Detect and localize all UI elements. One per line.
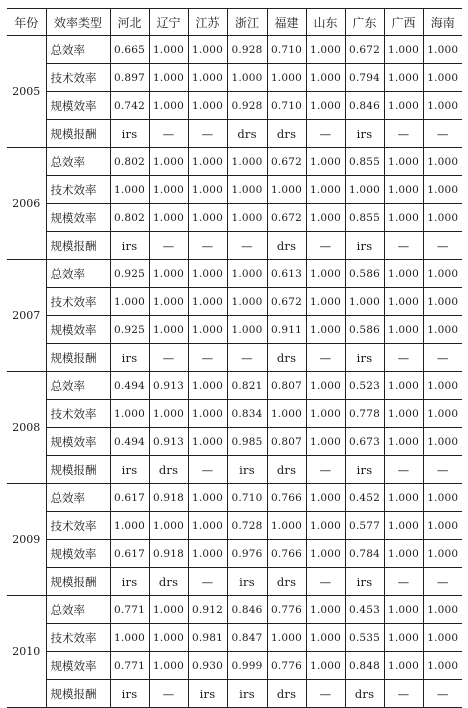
value-cell: 1.000 bbox=[110, 624, 149, 652]
value-cell: 1.000 bbox=[423, 148, 462, 176]
value-cell: 1.000 bbox=[267, 64, 306, 92]
value-cell: — bbox=[423, 344, 462, 372]
value-cell: — bbox=[423, 456, 462, 484]
value-cell: drs bbox=[267, 120, 306, 148]
table-row bbox=[7, 316, 462, 344]
value-cell: 0.535 bbox=[345, 624, 384, 652]
value-cell: 0.802 bbox=[110, 148, 149, 176]
value-cell: 1.000 bbox=[188, 316, 227, 344]
value-cell: 0.452 bbox=[345, 484, 384, 512]
efficiency-type-cell: 规模效率 bbox=[46, 316, 110, 344]
value-cell: 0.742 bbox=[110, 92, 149, 120]
value-cell: 0.672 bbox=[267, 148, 306, 176]
efficiency-type-cell: 技术效率 bbox=[46, 400, 110, 428]
efficiency-type-cell: 技术效率 bbox=[46, 624, 110, 652]
value-cell: 1.000 bbox=[306, 624, 345, 652]
value-cell: 1.000 bbox=[110, 400, 149, 428]
value-cell: drs bbox=[267, 456, 306, 484]
table-row bbox=[7, 232, 462, 260]
table-row bbox=[7, 120, 462, 148]
value-cell: 0.672 bbox=[345, 36, 384, 64]
table-row bbox=[7, 372, 462, 400]
value-cell: 1.000 bbox=[188, 64, 227, 92]
value-cell: 0.928 bbox=[227, 36, 267, 64]
value-cell: — bbox=[188, 120, 227, 148]
value-cell: irs bbox=[345, 232, 384, 260]
table-row bbox=[7, 680, 462, 708]
value-cell: — bbox=[306, 344, 345, 372]
table-row bbox=[7, 36, 462, 64]
value-cell: 0.912 bbox=[188, 596, 227, 624]
table-container bbox=[7, 8, 462, 708]
value-cell: drs bbox=[149, 568, 188, 596]
value-cell: 0.802 bbox=[110, 204, 149, 232]
value-cell: 1.000 bbox=[227, 288, 267, 316]
efficiency-type-cell: 总效率 bbox=[46, 36, 110, 64]
value-cell: 0.925 bbox=[110, 316, 149, 344]
value-cell: 1.000 bbox=[384, 176, 423, 204]
efficiency-type-cell: 总效率 bbox=[46, 148, 110, 176]
year-column-header: 年份 bbox=[7, 9, 46, 36]
value-cell: 0.586 bbox=[345, 316, 384, 344]
value-cell: 0.776 bbox=[267, 652, 306, 680]
value-cell: irs bbox=[227, 456, 267, 484]
value-cell: — bbox=[423, 680, 462, 708]
value-cell: 1.000 bbox=[188, 288, 227, 316]
table-row bbox=[7, 260, 462, 288]
region-column-header: 海南 bbox=[423, 9, 462, 36]
value-cell: 1.000 bbox=[384, 64, 423, 92]
region-column-header: 浙江 bbox=[227, 9, 267, 36]
value-cell: 0.577 bbox=[345, 512, 384, 540]
table-row bbox=[7, 568, 462, 596]
value-cell: 0.855 bbox=[345, 204, 384, 232]
value-cell: 0.665 bbox=[110, 36, 149, 64]
value-cell: irs bbox=[110, 232, 149, 260]
value-cell: 1.000 bbox=[227, 64, 267, 92]
value-cell: drs bbox=[227, 120, 267, 148]
value-cell: 0.976 bbox=[227, 540, 267, 568]
value-cell: — bbox=[227, 232, 267, 260]
value-cell: 0.586 bbox=[345, 260, 384, 288]
value-cell: 1.000 bbox=[423, 176, 462, 204]
value-cell: 1.000 bbox=[188, 540, 227, 568]
value-cell: — bbox=[384, 232, 423, 260]
value-cell: 1.000 bbox=[306, 428, 345, 456]
value-cell: 0.673 bbox=[345, 428, 384, 456]
value-cell: 1.000 bbox=[188, 400, 227, 428]
value-cell: 0.930 bbox=[188, 652, 227, 680]
value-cell: — bbox=[384, 456, 423, 484]
year-cell: 2006 bbox=[7, 148, 46, 260]
efficiency-type-cell: 总效率 bbox=[46, 484, 110, 512]
value-cell: 0.672 bbox=[267, 288, 306, 316]
value-cell: 1.000 bbox=[149, 64, 188, 92]
value-cell: 0.613 bbox=[267, 260, 306, 288]
efficiency-type-cell: 规模报酬 bbox=[46, 680, 110, 708]
value-cell: irs bbox=[110, 680, 149, 708]
table-row bbox=[7, 204, 462, 232]
value-cell: 0.834 bbox=[227, 400, 267, 428]
value-cell: 0.981 bbox=[188, 624, 227, 652]
value-cell: drs bbox=[267, 568, 306, 596]
value-cell: 1.000 bbox=[149, 652, 188, 680]
value-cell: 0.617 bbox=[110, 540, 149, 568]
value-cell: 1.000 bbox=[306, 596, 345, 624]
value-cell: 1.000 bbox=[306, 260, 345, 288]
value-cell: 1.000 bbox=[149, 316, 188, 344]
value-cell: 0.985 bbox=[227, 428, 267, 456]
value-cell: 1.000 bbox=[306, 92, 345, 120]
value-cell: — bbox=[423, 568, 462, 596]
value-cell: drs bbox=[149, 456, 188, 484]
value-cell: 1.000 bbox=[423, 540, 462, 568]
value-cell: 1.000 bbox=[227, 148, 267, 176]
value-cell: 0.672 bbox=[267, 204, 306, 232]
efficiency-type-cell: 规模效率 bbox=[46, 204, 110, 232]
value-cell: drs bbox=[345, 680, 384, 708]
value-cell: 1.000 bbox=[188, 176, 227, 204]
value-cell: 1.000 bbox=[423, 512, 462, 540]
value-cell: 1.000 bbox=[384, 316, 423, 344]
value-cell: 0.494 bbox=[110, 372, 149, 400]
value-cell: irs bbox=[227, 568, 267, 596]
value-cell: 1.000 bbox=[267, 512, 306, 540]
efficiency-type-cell: 总效率 bbox=[46, 260, 110, 288]
region-column-header: 河北 bbox=[110, 9, 149, 36]
value-cell: 1.000 bbox=[423, 428, 462, 456]
table-row bbox=[7, 288, 462, 316]
value-cell: 1.000 bbox=[149, 204, 188, 232]
value-cell: irs bbox=[110, 344, 149, 372]
efficiency-type-cell: 技术效率 bbox=[46, 288, 110, 316]
value-cell: 1.000 bbox=[149, 624, 188, 652]
value-cell: 1.000 bbox=[149, 176, 188, 204]
value-cell: 0.999 bbox=[227, 652, 267, 680]
value-cell: 0.913 bbox=[149, 428, 188, 456]
value-cell: 1.000 bbox=[267, 176, 306, 204]
value-cell: 1.000 bbox=[306, 316, 345, 344]
value-cell: 1.000 bbox=[384, 92, 423, 120]
table-row bbox=[7, 596, 462, 624]
value-cell: 0.925 bbox=[110, 260, 149, 288]
region-column-header: 江苏 bbox=[188, 9, 227, 36]
value-cell: 1.000 bbox=[384, 36, 423, 64]
value-cell: 0.821 bbox=[227, 372, 267, 400]
value-cell: 1.000 bbox=[384, 288, 423, 316]
value-cell: — bbox=[384, 680, 423, 708]
value-cell: irs bbox=[110, 568, 149, 596]
table-row bbox=[7, 428, 462, 456]
value-cell: 0.771 bbox=[110, 652, 149, 680]
value-cell: 1.000 bbox=[149, 596, 188, 624]
value-cell: — bbox=[227, 344, 267, 372]
value-cell: 1.000 bbox=[227, 316, 267, 344]
value-cell: 1.000 bbox=[423, 288, 462, 316]
type-column-header: 效率类型 bbox=[46, 9, 110, 36]
year-cell: 2009 bbox=[7, 484, 46, 596]
value-cell: 1.000 bbox=[227, 260, 267, 288]
value-cell: 1.000 bbox=[267, 624, 306, 652]
efficiency-type-cell: 规模效率 bbox=[46, 652, 110, 680]
value-cell: — bbox=[188, 456, 227, 484]
value-cell: 1.000 bbox=[306, 36, 345, 64]
region-column-header: 山东 bbox=[306, 9, 345, 36]
value-cell: 0.617 bbox=[110, 484, 149, 512]
value-cell: — bbox=[188, 344, 227, 372]
region-column-header: 福建 bbox=[267, 9, 306, 36]
value-cell: 1.000 bbox=[227, 204, 267, 232]
efficiency-type-cell: 技术效率 bbox=[46, 512, 110, 540]
value-cell: irs bbox=[110, 120, 149, 148]
value-cell: — bbox=[384, 120, 423, 148]
value-cell: — bbox=[384, 568, 423, 596]
value-cell: irs bbox=[345, 120, 384, 148]
value-cell: — bbox=[384, 344, 423, 372]
value-cell: — bbox=[306, 568, 345, 596]
value-cell: 1.000 bbox=[188, 204, 227, 232]
table-row bbox=[7, 344, 462, 372]
value-cell: 0.523 bbox=[345, 372, 384, 400]
value-cell: 1.000 bbox=[306, 540, 345, 568]
value-cell: 1.000 bbox=[423, 64, 462, 92]
efficiency-type-cell: 规模效率 bbox=[46, 540, 110, 568]
value-cell: 0.848 bbox=[345, 652, 384, 680]
value-cell: 1.000 bbox=[384, 148, 423, 176]
table-row bbox=[7, 148, 462, 176]
value-cell: 0.918 bbox=[149, 484, 188, 512]
value-cell: 1.000 bbox=[306, 64, 345, 92]
value-cell: — bbox=[306, 232, 345, 260]
value-cell: 0.911 bbox=[267, 316, 306, 344]
value-cell: 0.918 bbox=[149, 540, 188, 568]
value-cell: — bbox=[149, 680, 188, 708]
value-cell: 0.710 bbox=[227, 484, 267, 512]
value-cell: 1.000 bbox=[384, 400, 423, 428]
year-cell: 2008 bbox=[7, 372, 46, 484]
value-cell: 0.846 bbox=[345, 92, 384, 120]
value-cell: 1.000 bbox=[345, 176, 384, 204]
value-cell: 1.000 bbox=[306, 484, 345, 512]
value-cell: 0.728 bbox=[227, 512, 267, 540]
efficiency-type-cell: 总效率 bbox=[46, 596, 110, 624]
efficiency-type-cell: 规模报酬 bbox=[46, 456, 110, 484]
value-cell: — bbox=[306, 456, 345, 484]
value-cell: 0.897 bbox=[110, 64, 149, 92]
value-cell: 0.913 bbox=[149, 372, 188, 400]
value-cell: 0.807 bbox=[267, 428, 306, 456]
value-cell: 1.000 bbox=[384, 260, 423, 288]
value-cell: — bbox=[149, 232, 188, 260]
value-cell: irs bbox=[345, 344, 384, 372]
value-cell: 0.807 bbox=[267, 372, 306, 400]
value-cell: 1.000 bbox=[110, 512, 149, 540]
value-cell: 1.000 bbox=[423, 316, 462, 344]
value-cell: 1.000 bbox=[188, 92, 227, 120]
efficiency-type-cell: 技术效率 bbox=[46, 176, 110, 204]
value-cell: 1.000 bbox=[149, 260, 188, 288]
value-cell: 1.000 bbox=[149, 36, 188, 64]
efficiency-type-cell: 技术效率 bbox=[46, 64, 110, 92]
value-cell: 0.776 bbox=[267, 596, 306, 624]
value-cell: — bbox=[423, 232, 462, 260]
table-body bbox=[7, 36, 462, 708]
table-row bbox=[7, 176, 462, 204]
value-cell: 0.453 bbox=[345, 596, 384, 624]
value-cell: 1.000 bbox=[423, 36, 462, 64]
value-cell: 1.000 bbox=[423, 652, 462, 680]
value-cell: 1.000 bbox=[267, 400, 306, 428]
value-cell: — bbox=[188, 568, 227, 596]
header-row bbox=[7, 9, 462, 36]
value-cell: 0.928 bbox=[227, 92, 267, 120]
value-cell: irs bbox=[110, 456, 149, 484]
table-row bbox=[7, 512, 462, 540]
efficiency-type-cell: 规模报酬 bbox=[46, 232, 110, 260]
table-row bbox=[7, 456, 462, 484]
table-row bbox=[7, 64, 462, 92]
value-cell: 1.000 bbox=[423, 372, 462, 400]
value-cell: — bbox=[306, 120, 345, 148]
value-cell: 1.000 bbox=[384, 540, 423, 568]
value-cell: — bbox=[423, 120, 462, 148]
efficiency-type-cell: 规模报酬 bbox=[46, 568, 110, 596]
value-cell: 1.000 bbox=[306, 288, 345, 316]
table-row bbox=[7, 624, 462, 652]
value-cell: 1.000 bbox=[306, 148, 345, 176]
efficiency-type-cell: 总效率 bbox=[46, 372, 110, 400]
value-cell: 1.000 bbox=[306, 176, 345, 204]
value-cell: 1.000 bbox=[188, 260, 227, 288]
value-cell: drs bbox=[267, 344, 306, 372]
value-cell: 1.000 bbox=[188, 148, 227, 176]
value-cell: 1.000 bbox=[384, 652, 423, 680]
value-cell: 1.000 bbox=[423, 92, 462, 120]
value-cell: 1.000 bbox=[306, 512, 345, 540]
value-cell: 1.000 bbox=[384, 372, 423, 400]
value-cell: 1.000 bbox=[423, 400, 462, 428]
table-row bbox=[7, 540, 462, 568]
value-cell: 1.000 bbox=[188, 428, 227, 456]
value-cell: drs bbox=[267, 232, 306, 260]
value-cell: 1.000 bbox=[149, 92, 188, 120]
year-cell: 2010 bbox=[7, 596, 46, 708]
value-cell: irs bbox=[345, 456, 384, 484]
value-cell: 0.710 bbox=[267, 92, 306, 120]
value-cell: 1.000 bbox=[110, 176, 149, 204]
value-cell: 1.000 bbox=[227, 176, 267, 204]
value-cell: 0.766 bbox=[267, 540, 306, 568]
value-cell: 1.000 bbox=[306, 400, 345, 428]
value-cell: 1.000 bbox=[306, 652, 345, 680]
value-cell: 0.778 bbox=[345, 400, 384, 428]
value-cell: 0.494 bbox=[110, 428, 149, 456]
value-cell: 1.000 bbox=[384, 428, 423, 456]
efficiency-type-cell: 规模报酬 bbox=[46, 344, 110, 372]
value-cell: — bbox=[306, 680, 345, 708]
value-cell: irs bbox=[227, 680, 267, 708]
value-cell: 1.000 bbox=[306, 372, 345, 400]
value-cell: 1.000 bbox=[149, 400, 188, 428]
value-cell: 0.784 bbox=[345, 540, 384, 568]
value-cell: 1.000 bbox=[149, 288, 188, 316]
value-cell: 1.000 bbox=[110, 288, 149, 316]
value-cell: 1.000 bbox=[423, 596, 462, 624]
efficiency-table bbox=[7, 8, 462, 708]
efficiency-type-cell: 规模报酬 bbox=[46, 120, 110, 148]
value-cell: 1.000 bbox=[384, 484, 423, 512]
value-cell: 1.000 bbox=[345, 288, 384, 316]
value-cell: 0.766 bbox=[267, 484, 306, 512]
value-cell: — bbox=[149, 120, 188, 148]
value-cell: 1.000 bbox=[423, 624, 462, 652]
table-row bbox=[7, 92, 462, 120]
value-cell: 1.000 bbox=[306, 204, 345, 232]
value-cell: 1.000 bbox=[384, 624, 423, 652]
value-cell: 1.000 bbox=[384, 596, 423, 624]
value-cell: 1.000 bbox=[384, 204, 423, 232]
table-row bbox=[7, 484, 462, 512]
year-cell: 2007 bbox=[7, 260, 46, 372]
efficiency-type-cell: 规模效率 bbox=[46, 428, 110, 456]
value-cell: 0.794 bbox=[345, 64, 384, 92]
value-cell: 1.000 bbox=[188, 484, 227, 512]
value-cell: 0.771 bbox=[110, 596, 149, 624]
value-cell: — bbox=[149, 344, 188, 372]
value-cell: drs bbox=[267, 680, 306, 708]
value-cell: 0.846 bbox=[227, 596, 267, 624]
region-column-header: 辽宁 bbox=[149, 9, 188, 36]
value-cell: 1.000 bbox=[188, 512, 227, 540]
value-cell: irs bbox=[345, 568, 384, 596]
value-cell: 1.000 bbox=[149, 148, 188, 176]
value-cell: 1.000 bbox=[188, 372, 227, 400]
value-cell: — bbox=[188, 232, 227, 260]
value-cell: 1.000 bbox=[149, 512, 188, 540]
value-cell: 1.000 bbox=[384, 512, 423, 540]
value-cell: 1.000 bbox=[423, 484, 462, 512]
table-row bbox=[7, 652, 462, 680]
value-cell: 1.000 bbox=[188, 36, 227, 64]
value-cell: 1.000 bbox=[423, 260, 462, 288]
value-cell: 0.855 bbox=[345, 148, 384, 176]
efficiency-type-cell: 规模效率 bbox=[46, 92, 110, 120]
value-cell: 1.000 bbox=[423, 204, 462, 232]
value-cell: irs bbox=[188, 680, 227, 708]
region-column-header: 广西 bbox=[384, 9, 423, 36]
value-cell: 0.847 bbox=[227, 624, 267, 652]
value-cell: 0.710 bbox=[267, 36, 306, 64]
table-row bbox=[7, 400, 462, 428]
region-column-header: 广东 bbox=[345, 9, 384, 36]
year-cell: 2005 bbox=[7, 36, 46, 148]
